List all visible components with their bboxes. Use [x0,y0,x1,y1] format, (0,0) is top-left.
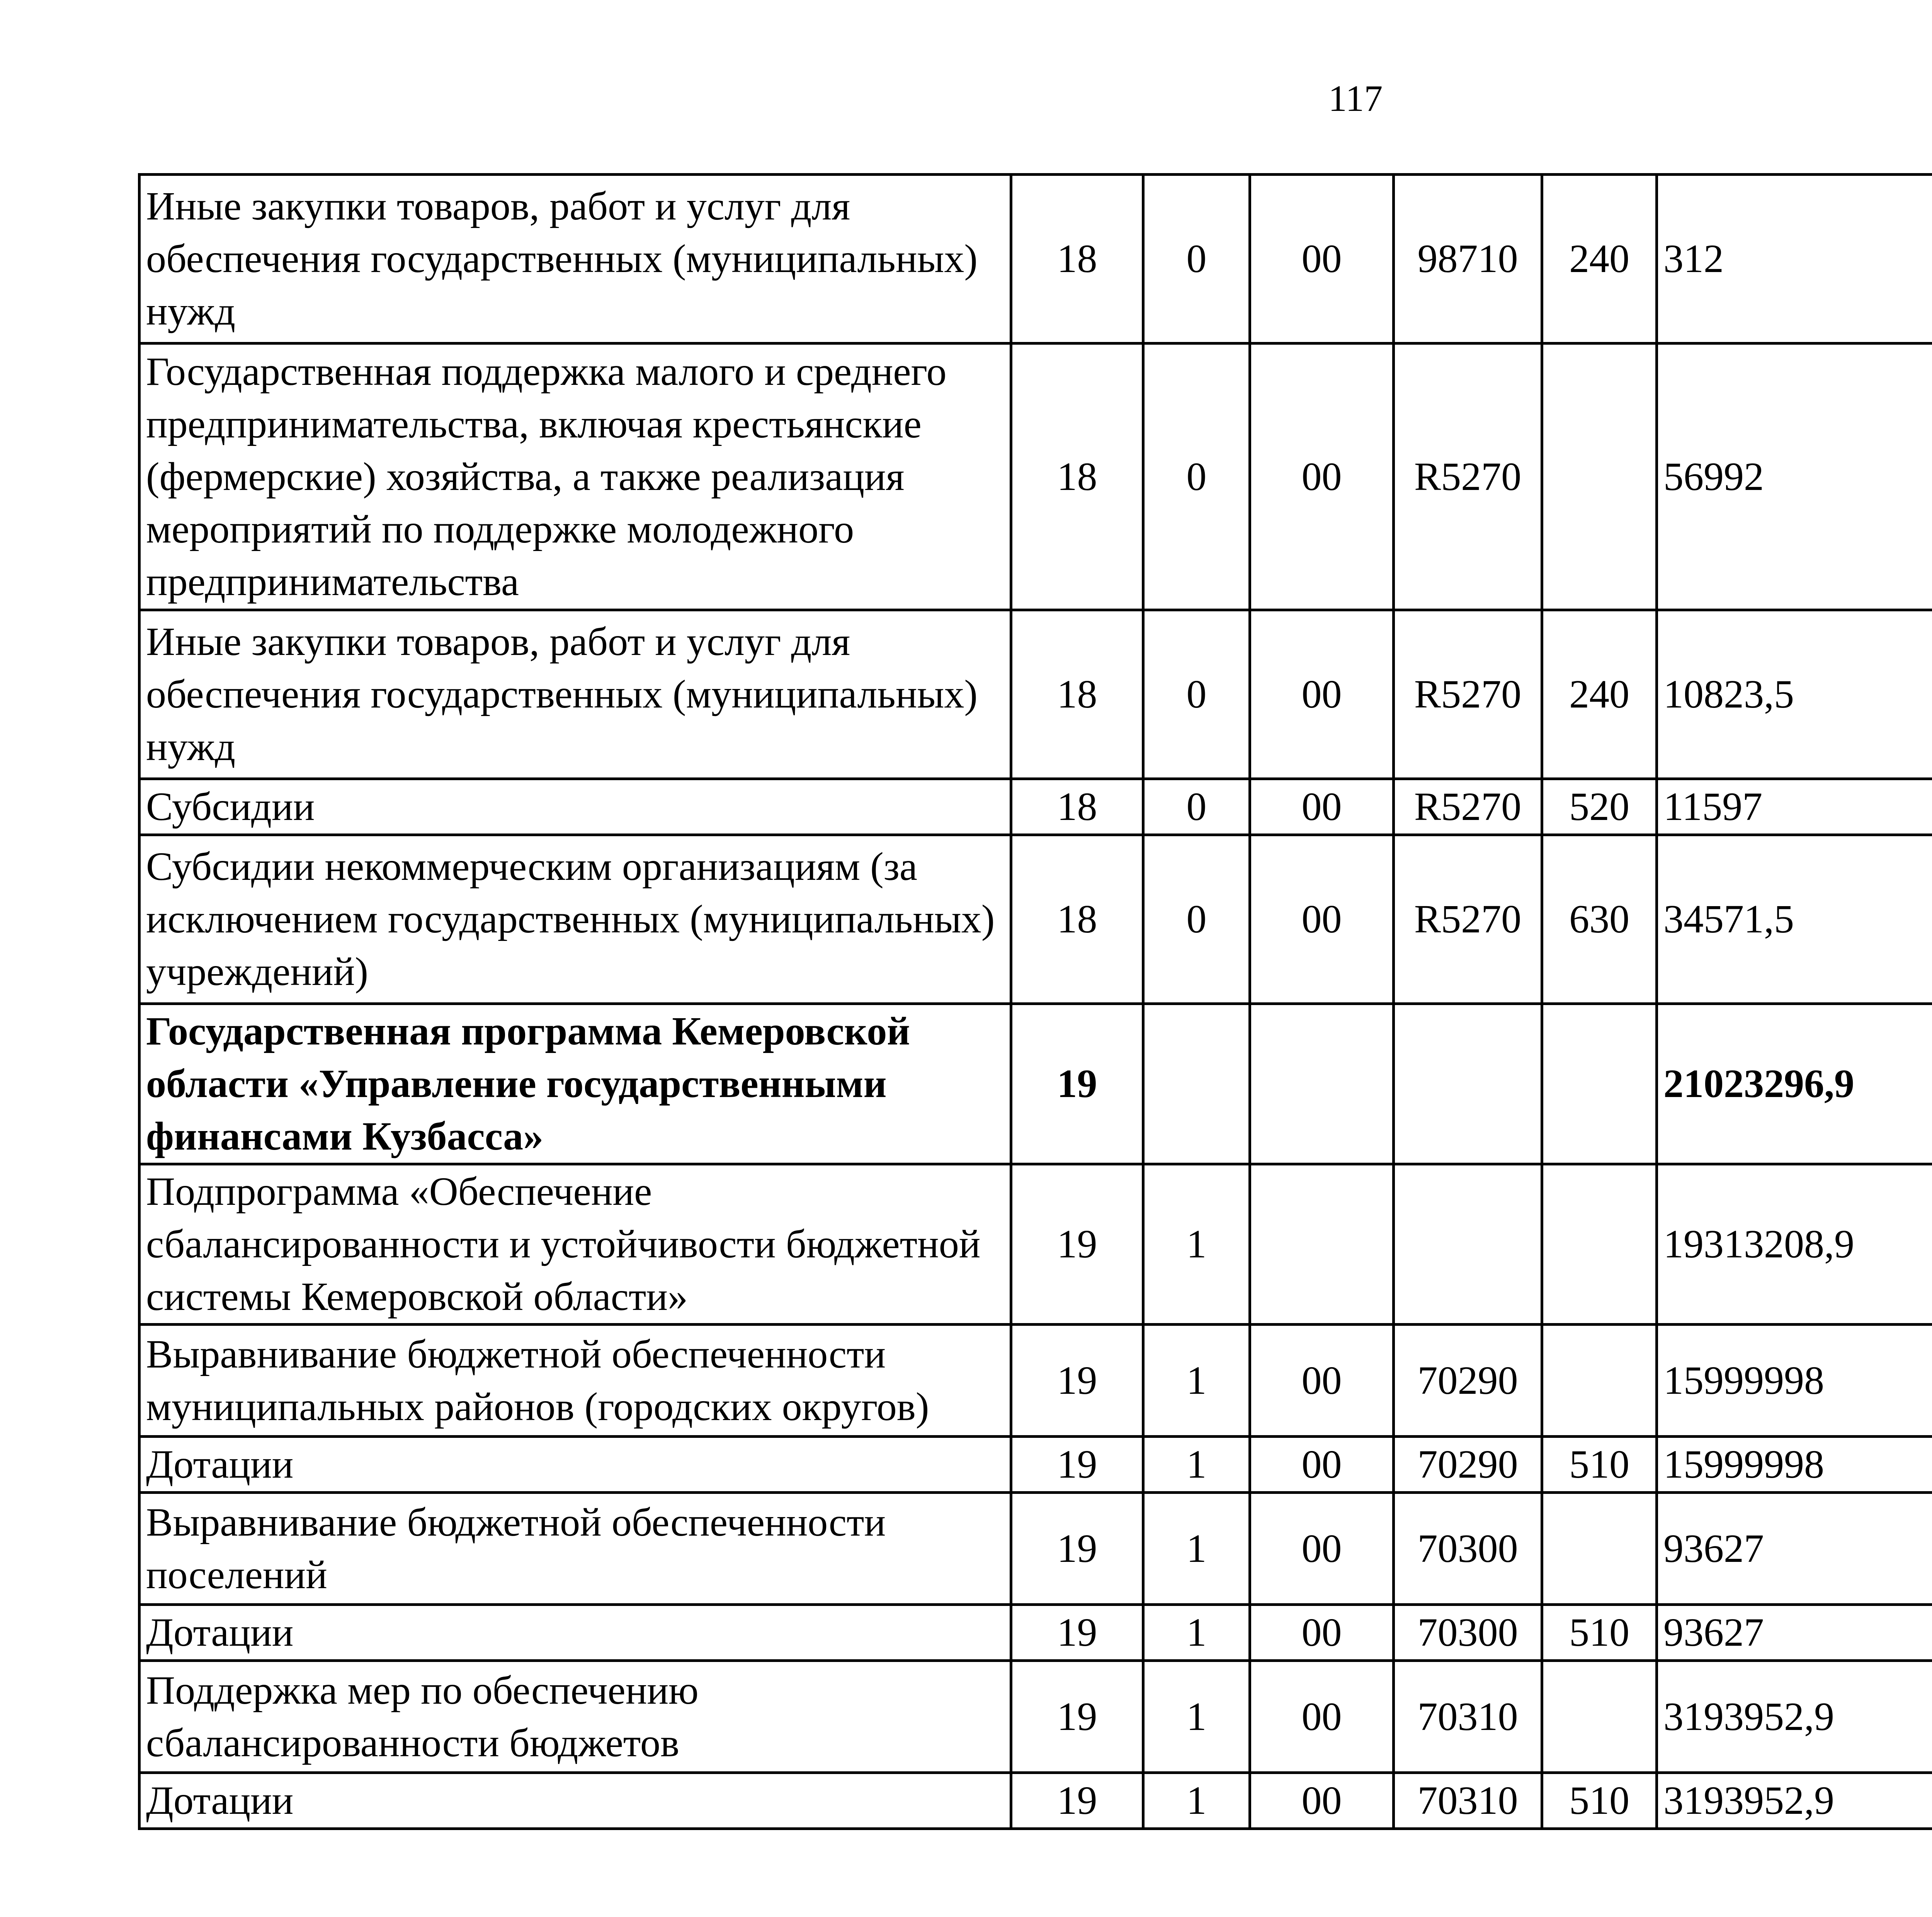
activity-code-cell: 00 [1250,344,1394,610]
subprogram-code-cell: 0 [1143,344,1250,610]
budget-table [138,173,1932,1830]
row-name-cell: Иные закупки товаров, работ и услуг для обеспечения государственных (муниципальных) нужд [139,610,1011,779]
subprogram-code-cell: 0 [1143,175,1250,344]
direction-code-cell [1394,1164,1542,1325]
table-row [139,1164,1932,1325]
expense-type-code-cell [1542,1164,1657,1325]
activity-code-cell [1250,1004,1394,1164]
amount-year-1-cell: 15999998 [1657,1325,1932,1437]
program-code-cell: 19 [1011,1773,1143,1829]
direction-code-cell: 70290 [1394,1437,1542,1493]
program-code-cell: 18 [1011,610,1143,779]
activity-code-cell: 00 [1250,175,1394,344]
subprogram-code-cell: 1 [1143,1493,1250,1605]
program-code-cell: 19 [1011,1661,1143,1773]
row-name-cell: Дотации [139,1437,1011,1493]
program-code-cell: 19 [1011,1325,1143,1437]
direction-code-cell: 70290 [1394,1325,1542,1437]
program-code-cell: 18 [1011,779,1143,835]
program-code-cell: 18 [1011,344,1143,610]
direction-code-cell: 70300 [1394,1605,1542,1661]
amount-year-1-cell: 11597 [1657,779,1932,835]
expense-type-code-cell [1542,1004,1657,1164]
activity-code-cell: 00 [1250,610,1394,779]
direction-code-cell: R5270 [1394,835,1542,1004]
subprogram-code-cell: 1 [1143,1164,1250,1325]
expense-type-code-cell [1542,1661,1657,1773]
amount-year-1-cell: 93627 [1657,1605,1932,1661]
row-name-cell: Субсидии некоммерческим организациям (за исключением государственных (муниципальных) учреждений) [139,835,1011,1004]
table-row [139,835,1932,1004]
row-name-cell: Государственная программа Кемеровской области «Управление государственными финансами Кузбасса» [139,1004,1011,1164]
amount-year-1-cell: 10823,5 [1657,610,1932,779]
table-row [139,1773,1932,1829]
direction-code-cell: 70300 [1394,1493,1542,1605]
subprogram-code-cell [1143,1004,1250,1164]
table-row [139,1605,1932,1661]
program-code-cell: 19 [1011,1605,1143,1661]
direction-code-cell [1394,1004,1542,1164]
amount-year-1-cell: 21023296,9 [1657,1004,1932,1164]
table-row [139,175,1932,344]
expense-type-code-cell: 520 [1542,779,1657,835]
expense-type-code-cell: 630 [1542,835,1657,1004]
subprogram-code-cell: 1 [1143,1325,1250,1437]
amount-year-1-cell: 34571,5 [1657,835,1932,1004]
amount-year-1-cell: 312 [1657,175,1932,344]
row-name-cell: Дотации [139,1605,1011,1661]
table-row [139,1004,1932,1164]
activity-code-cell: 00 [1250,1437,1394,1493]
expense-type-code-cell: 510 [1542,1773,1657,1829]
expense-type-code-cell: 510 [1542,1437,1657,1493]
subprogram-code-cell: 1 [1143,1437,1250,1493]
row-name-cell: Иные закупки товаров, работ и услуг для обеспечения государственных (муниципальных) нужд [139,175,1011,344]
subprogram-code-cell: 0 [1143,835,1250,1004]
row-name-cell: Подпрограмма «Обеспечение сбалансированности и устойчивости бюджетной системы Кемеровской области» [139,1164,1011,1325]
expense-type-code-cell: 240 [1542,610,1657,779]
activity-code-cell: 00 [1250,1661,1394,1773]
direction-code-cell: R5270 [1394,779,1542,835]
program-code-cell: 19 [1011,1493,1143,1605]
table-row [139,1661,1932,1773]
program-code-cell: 19 [1011,1164,1143,1325]
program-code-cell: 18 [1011,835,1143,1004]
activity-code-cell: 00 [1250,779,1394,835]
table-row [139,1325,1932,1437]
activity-code-cell: 00 [1250,1773,1394,1829]
table-row [139,610,1932,779]
expense-type-code-cell: 240 [1542,175,1657,344]
activity-code-cell: 00 [1250,1493,1394,1605]
row-name-cell: Государственная поддержка малого и среднего предпринимательства, включая крестьянские (фермерские) хозяйства, а также реализация мероприятий по поддержке молодежного предпринимательства [139,344,1011,610]
table-row [139,344,1932,610]
program-code-cell: 19 [1011,1437,1143,1493]
expense-type-code-cell [1542,1493,1657,1605]
direction-code-cell: R5270 [1394,610,1542,779]
row-name-cell: Выравнивание бюджетной обеспеченности муниципальных районов (городских округов) [139,1325,1011,1437]
activity-code-cell: 00 [1250,1605,1394,1661]
table-row [139,1493,1932,1605]
program-code-cell: 18 [1011,175,1143,344]
subprogram-code-cell: 1 [1143,1605,1250,1661]
amount-year-1-cell: 3193952,9 [1657,1661,1932,1773]
amount-year-1-cell: 93627 [1657,1493,1932,1605]
expense-type-code-cell: 510 [1542,1605,1657,1661]
direction-code-cell: 70310 [1394,1773,1542,1829]
program-code-cell: 19 [1011,1004,1143,1164]
expense-type-code-cell [1542,1325,1657,1437]
page-number: 117 [1328,78,1383,119]
row-name-cell: Выравнивание бюджетной обеспеченности поселений [139,1493,1011,1605]
subprogram-code-cell: 1 [1143,1773,1250,1829]
table-row [139,1437,1932,1493]
expense-type-code-cell [1542,344,1657,610]
row-name-cell: Поддержка мер по обеспечению сбалансированности бюджетов [139,1661,1011,1773]
amount-year-1-cell: 3193952,9 [1657,1773,1932,1829]
table-row [139,779,1932,835]
amount-year-1-cell: 15999998 [1657,1437,1932,1493]
amount-year-1-cell: 19313208,9 [1657,1164,1932,1325]
subprogram-code-cell: 1 [1143,1661,1250,1773]
direction-code-cell: 98710 [1394,175,1542,344]
activity-code-cell [1250,1164,1394,1325]
row-name-cell: Субсидии [139,779,1011,835]
amount-year-1-cell: 56992 [1657,344,1932,610]
activity-code-cell: 00 [1250,835,1394,1004]
activity-code-cell: 00 [1250,1325,1394,1437]
subprogram-code-cell: 0 [1143,779,1250,835]
direction-code-cell: 70310 [1394,1661,1542,1773]
row-name-cell: Дотации [139,1773,1011,1829]
subprogram-code-cell: 0 [1143,610,1250,779]
direction-code-cell: R5270 [1394,344,1542,610]
